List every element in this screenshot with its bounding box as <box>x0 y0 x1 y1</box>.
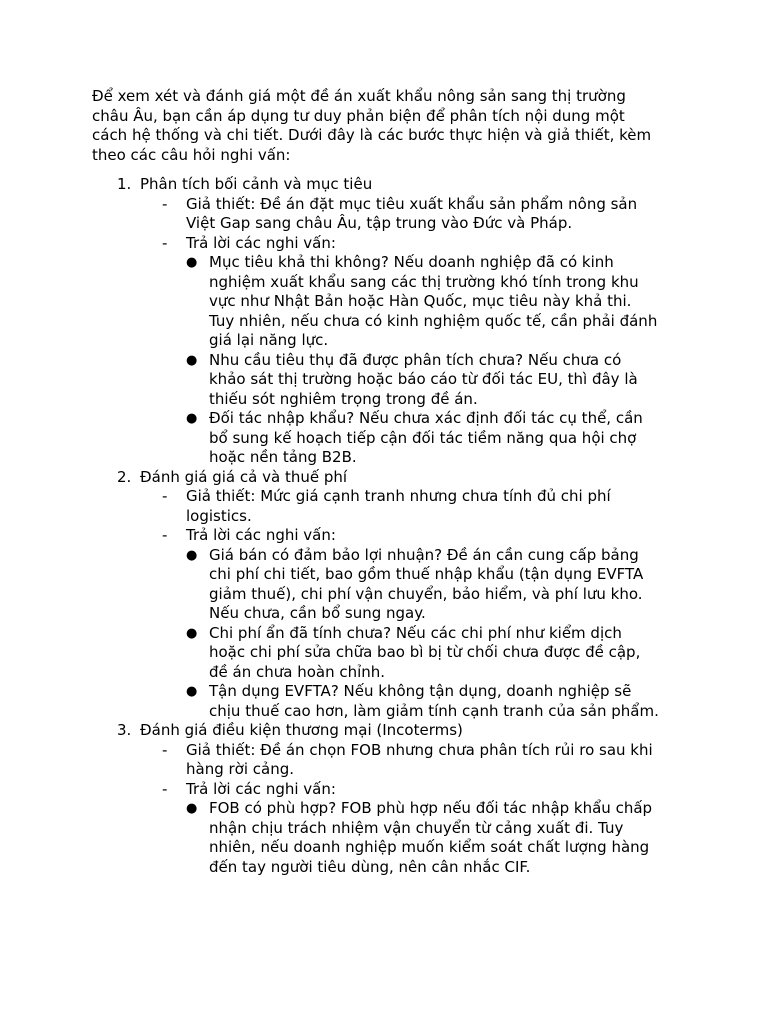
bullet-text: Giá bán có đảm bảo lợi nhuận? Đề án cần cung cấp bảng <box>209 545 639 564</box>
bullet-line <box>0 546 768 566</box>
assumption-text: Giả thiết: Đề án đặt mục tiêu xuất khẩu sản phẩm nông sản <box>186 194 638 213</box>
section-heading <box>0 468 768 488</box>
bullet-text: nhiên, nếu doanh nghiệp muốn kiểm soát chất lượng hàng <box>209 838 650 856</box>
assumption-text: Việt Gap sang châu Âu, tập trung vào Đức và Pháp. <box>186 214 573 232</box>
bullet-line <box>0 448 768 468</box>
bullet-line <box>0 858 768 878</box>
dash-marker: - <box>162 194 168 213</box>
assumption-line <box>0 741 768 761</box>
assumption-line <box>0 195 768 215</box>
bullet-line <box>0 702 768 722</box>
intro-line: cách hệ thống và chi tiết. Dưới đây là các bước thực hiện và giả thiết, kèm <box>92 126 652 144</box>
bullet-text: Nhu cầu tiêu thụ đã được phân tích chưa? Nếu chưa có <box>209 350 622 369</box>
section-title: Đánh giá điều kiện thương mại (Incoterms) <box>140 721 463 739</box>
section-number: 3. <box>117 721 132 739</box>
dash-marker: - <box>162 487 168 505</box>
bullet-text: vực như Nhật Bản hoặc Hàn Quốc, mục tiêu này khả thi. <box>209 292 632 310</box>
bullet-text: Chi phí ẩn đã tính chưa? Nếu các chi phí như kiểm dịch <box>209 623 622 642</box>
bullet-text: giá lại năng lực. <box>209 331 329 349</box>
answers-label-text: Trả lời các nghi vấn: <box>186 526 336 544</box>
bullet-dot-icon: ● <box>186 255 198 270</box>
bullet-dot-icon: ● <box>186 801 198 816</box>
bullet-text: Nếu chưa, cần bổ sung ngay. <box>209 604 426 622</box>
bullet-line <box>0 331 768 351</box>
assumption-text: logistics. <box>186 506 252 525</box>
numbered-list <box>0 175 768 877</box>
bullet-line <box>0 565 768 585</box>
bullet-text: hoặc nền tảng B2B. <box>209 448 357 466</box>
bullet-line <box>0 624 768 644</box>
bullet-text: chịu thuế cao hơn, làm giảm tính cạnh tranh của sản phẩm. <box>209 701 659 720</box>
section-heading <box>0 721 768 741</box>
answers-label-text: Trả lời các nghi vấn: <box>186 233 336 252</box>
dash-marker: - <box>162 233 168 252</box>
bullet-line <box>0 253 768 273</box>
bullet-line <box>0 292 768 312</box>
bullet-text: thiếu sót nghiêm trọng trong đề án. <box>209 389 478 408</box>
bullet-text: Mục tiêu khả thi không? Nếu doanh nghiệp đã có kinh <box>209 253 614 271</box>
bullet-line <box>0 429 768 449</box>
bullet-text: đến tay người tiêu dùng, nên cân nhắc CIF. <box>209 857 531 876</box>
bullet-text: đề án chưa hoàn chỉnh. <box>209 662 386 681</box>
answers-label <box>0 780 768 800</box>
bullet-line <box>0 643 768 663</box>
bullet-line <box>0 663 768 683</box>
assumption-text: Giả thiết: Đề án chọn FOB nhưng chưa phân tích rủi ro sau khi <box>186 740 653 759</box>
dash-marker: - <box>162 779 168 798</box>
assumption-line <box>0 507 768 527</box>
bullet-text: Tận dụng EVFTA? Nếu không tận dụng, doanh nghiệp sẽ <box>209 682 632 700</box>
assumption-line <box>0 487 768 507</box>
section-item <box>0 721 768 877</box>
bullet-line <box>0 312 768 332</box>
bullet-line <box>0 838 768 858</box>
bullet-text: nghiệm xuất khẩu sang các thị trường khó tính trong khu <box>209 272 639 291</box>
section-number: 2. <box>117 467 132 486</box>
intro-paragraph <box>92 87 682 165</box>
bullet-line <box>0 819 768 839</box>
bullet-text: chi phí chi tiết, bao gồm thuế nhập khẩu (tận dụng EVFTA <box>209 565 644 583</box>
intro-line: Để xem xét và đánh giá một đề án xuất khẩu nông sản sang thị trường <box>92 87 626 105</box>
bullet-line <box>0 682 768 702</box>
bullet-text: Tuy nhiên, nếu chưa có kinh nghiệm quốc tế, cần phải đánh <box>209 311 658 330</box>
assumption-line <box>0 760 768 780</box>
bullet-line <box>0 604 768 624</box>
bullet-line <box>0 409 768 429</box>
answers-label-text: Trả lời các nghi vấn: <box>186 779 336 798</box>
bullet-text: bổ sung kế hoạch tiếp cận đối tác tiềm năng qua hội chợ <box>209 428 637 447</box>
bullet-line <box>0 585 768 605</box>
dash-marker: - <box>162 740 168 759</box>
bullet-dot-icon: ● <box>186 352 198 368</box>
section-item <box>0 175 768 468</box>
bullet-dot-icon: ● <box>186 684 198 699</box>
answers-label <box>0 234 768 254</box>
bullet-line <box>0 351 768 371</box>
bullet-dot-icon: ● <box>186 547 198 563</box>
bullet-line <box>0 273 768 293</box>
assumption-text: hàng rời cảng. <box>186 760 295 778</box>
answers-label <box>0 526 768 546</box>
assumption-line <box>0 214 768 234</box>
bullet-text: nhận chịu trách nhiệm vận chuyển từ cảng xuất đi. Tuy <box>209 818 624 837</box>
bullet-line <box>0 799 768 819</box>
intro-line: theo các câu hỏi nghi vấn: <box>92 145 291 164</box>
assumption-text: Giả thiết: Mức giá cạnh tranh nhưng chưa tính đủ chi phí <box>186 487 611 505</box>
bullet-dot-icon: ● <box>186 411 198 426</box>
bullet-line <box>0 370 768 390</box>
bullet-line <box>0 390 768 410</box>
bullet-dot-icon: ● <box>186 625 198 641</box>
bullet-text: giảm thuế), chi phí vận chuyển, bảo hiểm, và phí lưu kho. <box>209 584 643 603</box>
section-title: Phân tích bối cảnh và mục tiêu <box>140 175 373 193</box>
dash-marker: - <box>162 526 168 544</box>
section-heading <box>0 175 768 195</box>
section-item <box>0 468 768 722</box>
intro-line: châu Âu, bạn cần áp dụng tư duy phản biện để phân tích nội dung một <box>92 106 625 125</box>
section-title: Đánh giá giá cả và thuế phí <box>140 467 348 486</box>
section-number: 1. <box>117 175 132 193</box>
bullet-text: Đối tác nhập khẩu? Nếu chưa xác định đối tác cụ thể, cần <box>209 409 643 427</box>
bullet-text: FOB có phù hợp? FOB phù hợp nếu đối tác nhập khẩu chấp <box>209 799 653 817</box>
bullet-text: khảo sát thị trường hoặc báo cáo từ đối tác EU, thì đây là <box>209 370 638 388</box>
bullet-text: hoặc chi phí sửa chữa bao bì bị từ chối chưa được đề cập, <box>209 643 641 661</box>
